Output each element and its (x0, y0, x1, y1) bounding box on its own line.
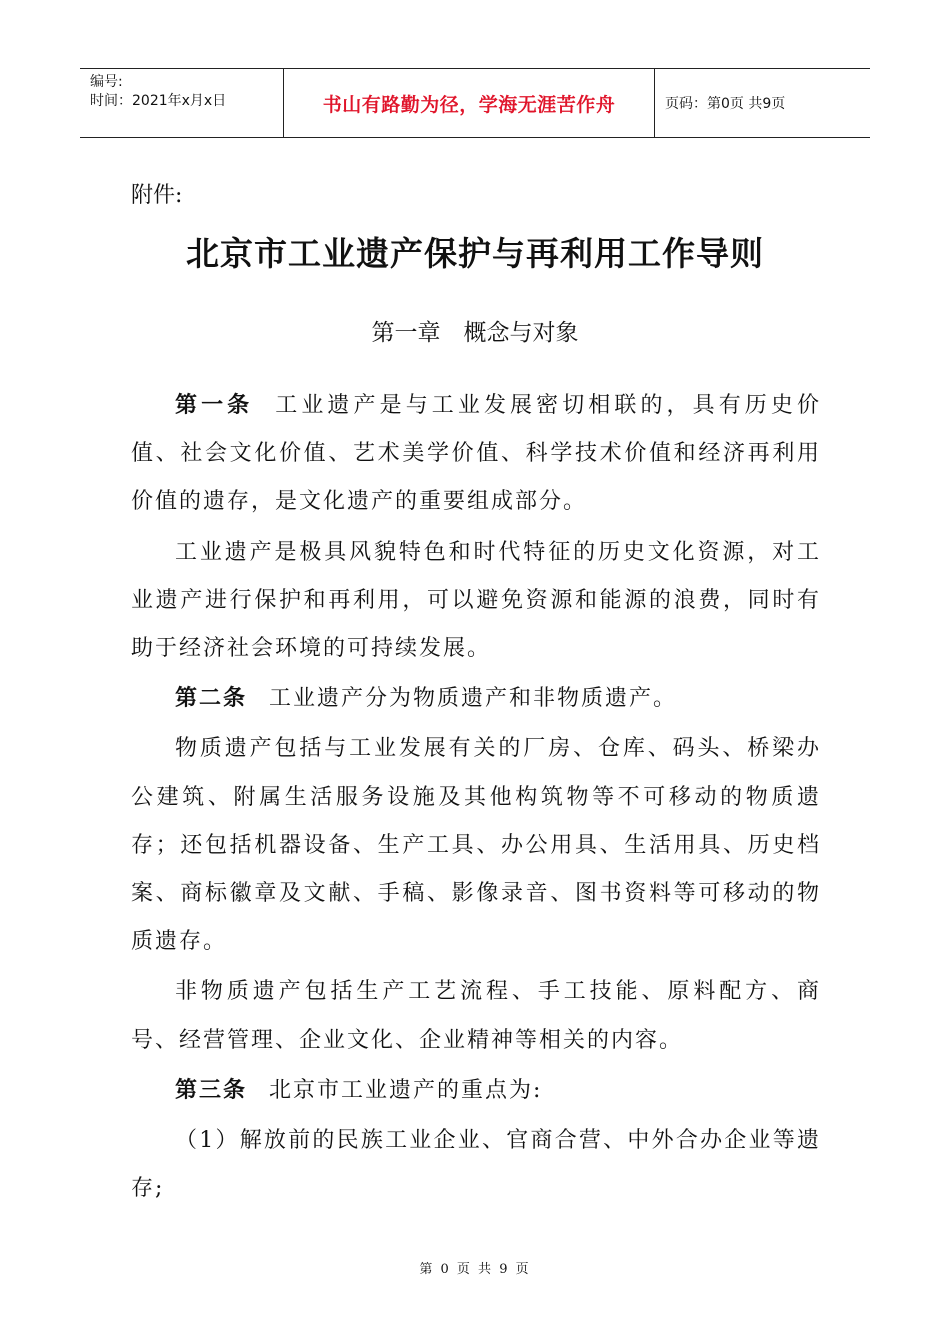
paragraph (131, 968, 821, 1064)
document-body (131, 382, 821, 1215)
chapter-heading: 第一章 概念与对象 (371, 320, 579, 346)
time-label: 时间：2021年x月x日 (90, 93, 227, 109)
paragraph (131, 382, 821, 527)
paragraph (131, 675, 821, 723)
header-page-info: 页码：第0页 共9页 (665, 96, 786, 112)
paragraph (131, 725, 821, 966)
article-label: 第三条 (175, 1077, 248, 1103)
header-meta (80, 69, 283, 137)
paragraph (131, 529, 821, 674)
paragraph-text: 北京市工业遗产的重点为: (269, 1077, 543, 1103)
paragraph-text: 工业遗产是与工业发展密切相联的，具有历史价值、社会文化价值、艺术美学价值、科学技术价值和经济再利用价值的遗存，是文化遗产的重要组成部分。 (131, 393, 821, 515)
paragraph-text: 工业遗产分为物质遗产和非物质遗产。 (269, 686, 678, 712)
document-title: 北京市工业遗产保护与再利用工作导则 (186, 234, 764, 273)
article-label: 第一条 (175, 393, 254, 418)
article-label: 第二条 (175, 686, 248, 712)
header-motto: 书山有路勤为径，学海无涯苦作舟 (283, 69, 655, 137)
paragraph-text: 工业遗产是极具风貌特色和时代特征的历史文化资源，对工业遗产进行保护和再利用，可以避免资源和能源的浪费，同时有助于经济社会环境的可持续发展。 (131, 539, 821, 662)
number-label: 编号: (90, 74, 123, 90)
header-table (80, 68, 870, 138)
attachment-label: 附件: (131, 183, 183, 208)
paragraph-text: 物质遗产包括与工业发展有关的厂房、仓库、码头、桥梁办公建筑、附属生活服务设施及其他构筑物等不可移动的物质遗存；还包括机器设备、生产工具、办公用具、生活用具、历史档案、商标徽章及文献、手稿、影像录音、图书资料等可移动的物质遗存。 (131, 736, 821, 955)
paragraph-text: （1）解放前的民族工业企业、官商合营、中外合办企业等遗存; (131, 1128, 821, 1202)
paragraph (131, 1117, 821, 1213)
paragraph-text: 非物质遗产包括生产工艺流程、手工技能、原料配方、商号、经营管理、企业文化、企业精神等相关的内容。 (131, 979, 821, 1053)
paragraph (131, 1067, 821, 1115)
page-footer: 第 0 页 共 9 页 (419, 1262, 531, 1277)
